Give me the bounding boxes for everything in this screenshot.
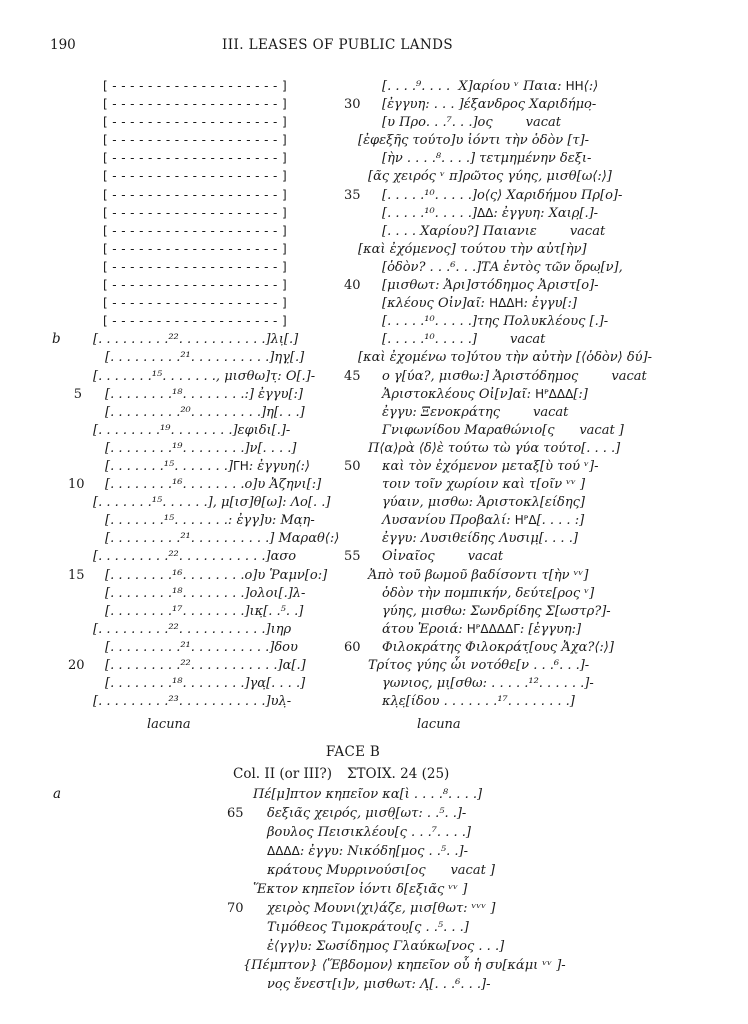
lost-line-text: [-------------------] <box>103 79 292 93</box>
text-line <box>344 494 734 512</box>
line-text: ΔΔΔΔ: ἐγγυ: Νικόδη[μος . .⁵. .]- <box>267 844 468 859</box>
text-line <box>344 386 734 404</box>
line-text: γύαιν, μισθω: Ἀριστοκλ[είδης] <box>382 495 585 511</box>
line-number: 40 <box>344 278 361 294</box>
line-number: 30 <box>344 97 361 113</box>
line-text: [. . . . . . . .¹⁶. . . . . . . .ο]υ Ἀζηνι[:] <box>105 477 322 493</box>
line-text: [. . . . . . . .¹⁸. . . . . . . .]ολοι[.]λ- <box>105 585 306 601</box>
line-text: γωνιος, μι̣[σθω: . . . . .¹². . . . . .]- <box>382 676 594 692</box>
text-line <box>344 223 734 241</box>
line-text: [. . . . . . .¹⁵. . . . . . ., μισθω]τ̣: Ο[.]- <box>93 368 316 384</box>
lacuna-label: lacuna <box>417 717 461 733</box>
text-line <box>50 548 340 566</box>
text-line <box>344 349 734 367</box>
line-text: {Πέμπτον} ⟨Ἕβδομον⟩ κηπεῖον οὗ ἡ συ[κάμι ᵛᵛ ]- <box>243 958 566 973</box>
lost-line <box>50 223 340 241</box>
line-text: [. . . . . . . . .²². . . . . . . . . . .]α[.] <box>105 658 306 673</box>
text-line <box>344 585 734 603</box>
text-line <box>344 313 734 331</box>
lost-line <box>50 205 340 223</box>
fragment-label: a <box>53 786 62 802</box>
right-column <box>344 78 734 732</box>
text-line <box>50 567 340 585</box>
line-text: [. . . . .¹⁰. . . . .]ο⟨ς⟩ Χαριδήμου Πρ[ο]- <box>382 187 623 203</box>
line-text: [. . . . . . . . .²². . . . . . . . . . .]λι̣[.] <box>93 332 299 348</box>
text-line <box>344 512 734 530</box>
lost-line <box>50 132 340 150</box>
lost-line-text: [-------------------] <box>103 187 292 202</box>
line-text: [ὴν . . . .⁸. . . .] τετμημένην δεξι- <box>382 151 592 167</box>
text-line <box>344 187 734 205</box>
acrophonic-numeral: ΗΔΔΗ <box>489 296 524 311</box>
text-line <box>50 404 340 422</box>
text-line <box>344 567 734 585</box>
line-text: Λυσανίου Προβαλί: ΗᴾΔ[. . . . :] <box>382 513 585 529</box>
acrophonic-numeral: ΓΗ <box>233 458 249 473</box>
line-text: [. . . .⁹. . . . Χ]αρίου ᵛ Παια: ΗΗ⟨:⟩ <box>382 79 599 94</box>
line-text: ἐγγυ: Λυσιθείδης Λυσιμ̣[. . . .] <box>382 531 578 547</box>
text-line <box>50 476 340 494</box>
line-text: [. . . . . . . .¹⁸. . . . . . . .]γα̣[. . . .] <box>105 676 306 692</box>
lost-line-text: [-------------------] <box>103 133 292 148</box>
text-line <box>344 639 734 657</box>
text-line <box>344 603 734 621</box>
text-line <box>344 132 734 150</box>
text-line <box>344 241 734 259</box>
text-line <box>227 976 727 995</box>
lost-line <box>50 259 340 277</box>
lost-line-text: [-------------------] <box>103 115 292 130</box>
line-text: ἐγγυ: Ξενοκράτης vacat <box>382 404 569 420</box>
lacuna-label: lacuna <box>147 717 191 733</box>
line-text: [. . . . . . . . .²¹. . . . . . . . . .] Μαραθ⟨:⟩ <box>105 531 340 547</box>
line-text: [. . . . . . .¹⁵. . . . . . .: ἐγγ]υ: Μα̣η- <box>105 513 315 529</box>
line-text: ο γ[ύα?, μισθω:] Ἀριστόδημος vacat <box>382 368 647 384</box>
lost-line-text: [-------------------] <box>103 278 292 293</box>
text-line <box>50 603 340 621</box>
line-number: 60 <box>344 639 361 655</box>
text-line <box>344 657 734 675</box>
line-text: Τιμόθεος Τιμοκράτου̣[ς . .⁵. . .] <box>267 920 469 935</box>
lost-line-text: [-------------------] <box>103 151 292 166</box>
text-line <box>344 78 734 96</box>
text-line <box>344 476 734 494</box>
page-number: 190 <box>50 37 76 53</box>
text-line <box>227 900 727 919</box>
line-text: καὶ τὸν ἐχόμενον μεταξ[ὺ τού ᵛ]- <box>382 458 599 474</box>
text-line <box>344 150 734 168</box>
face-b-stoichedon-label: ΣΤΟΙΧ. 24 (25) <box>347 766 450 782</box>
acrophonic-numeral: ΗᴾΔΔΔ <box>535 386 574 401</box>
text-line <box>227 843 727 862</box>
line-text: [. . . . .¹⁰. . . . .] vacat <box>382 332 546 348</box>
line-text: [. . . . . . . . .²². . . . . . . . . . .]ασο <box>93 549 297 565</box>
line-text: [. . . . . . .¹⁵. . . . . . .]ΓΗ: ἐγγυη⟨:⟩ <box>105 458 310 474</box>
line-text: Ἀπὸ τοῦ βωμοῦ βαδίσοντι τ[ὴν ᵛᵛ] <box>368 567 589 583</box>
line-text: [. . . . . . . . .²¹. . . . . . . . . .]η̣γ̣[.] <box>105 350 305 366</box>
lost-line <box>50 78 340 96</box>
text-line <box>50 693 340 711</box>
lost-line <box>50 187 340 205</box>
text-line <box>50 639 340 657</box>
line-text: άτου Ἐροιά: ΗᴾΔΔΔΔΓ: [ἐγγυη:] <box>382 621 582 637</box>
text-line <box>344 259 734 277</box>
line-text: τοιν τοῖν χωρίοιν καὶ τ[οῖν ᵛᵛ ] <box>382 477 586 493</box>
acrophonic-numeral: ΗᴾΔ <box>514 513 537 528</box>
line-text: Οἰναῖος vacat <box>382 549 504 565</box>
left-column <box>50 78 340 732</box>
face-b-column <box>53 786 727 995</box>
acrophonic-numeral: ΔΔ <box>476 205 494 220</box>
line-text: [. . . . .¹⁰. . . . .]της Πολυκλέους [.]- <box>382 314 609 330</box>
text-line <box>344 548 734 566</box>
text-line <box>344 675 734 693</box>
line-text: [καὶ ἐχόμενος] τούτου τὴν αὐτ[ὴν] <box>358 241 587 257</box>
text-line <box>227 938 727 957</box>
lost-line <box>50 241 340 259</box>
line-number: 70 <box>227 901 244 916</box>
line-text: [ᾶς χειρός ᵛ π]ρῶτος γύης, μισθ[ω⟨:⟩] <box>368 169 612 185</box>
line-text: ὁδὸν τὴν πομπικήν, δεύτε[ρος ᵛ] <box>382 585 595 601</box>
line-text: ἐ⟨γγ⟩υ: Σωσίδημος Γλαύκω[νος . . .] <box>267 939 505 954</box>
text-line <box>344 168 734 186</box>
line-text: [. . . . .¹⁰. . . . .]ΔΔ: ἐγγυη: Χαιρ̣[.]- <box>382 205 599 221</box>
text-line <box>50 512 340 530</box>
line-number: 65 <box>227 806 244 821</box>
line-number: 10 <box>68 477 85 493</box>
line-text: [. . . . . . . . .²³. . . . . . . . . . .]υλ̣- <box>93 694 292 710</box>
line-text: [. . . . . . . .¹⁷. . . . . . . .]ικ̣[. .⁵. .] <box>105 603 304 619</box>
line-text: [κλέους Οἰν]αῖ: ΗΔΔΗ: ἐγγυ[:] <box>382 296 578 312</box>
running-head: III. LEASES OF PUBLIC LANDS <box>222 37 453 53</box>
line-number: 5 <box>73 386 82 402</box>
text-line <box>227 881 727 900</box>
line-text: κλ̣ε̣[ίδου . . . . . . .¹⁷. . . . . . . .] <box>382 694 575 710</box>
line-text: [. . . . Χαρίου?] Παιανιε vacat <box>382 223 606 239</box>
acrophonic-numeral: ΗΗ <box>565 79 584 93</box>
text-line <box>50 331 340 349</box>
lost-line-text: [-------------------] <box>103 296 292 311</box>
text-line <box>344 205 734 223</box>
line-text: χειρὸς Μουνι⟨χι⟩άζε, μισ[θωτ: ᵛᵛᵛ ] <box>267 901 496 916</box>
text-line <box>50 458 340 476</box>
line-text: Τρίτος γύης ὧι νοτόθε[ν . . .⁶. . .]- <box>368 658 590 673</box>
line-text: Ἀριστοκλέους Οἰ[ν]αῖ: ΗᴾΔΔΔ[:] <box>382 386 588 402</box>
text-line <box>50 440 340 458</box>
text-line <box>50 675 340 693</box>
lost-line <box>50 168 340 186</box>
text-line <box>344 693 734 711</box>
text-line <box>227 957 727 976</box>
text-line <box>344 621 734 639</box>
line-text: [υ Προ. . .⁷. . .]ος vacat <box>382 115 562 131</box>
text-line <box>344 331 734 349</box>
text-line <box>53 786 727 805</box>
line-text: κράτους Μυρρινούσι[ος vacat ] <box>267 863 496 878</box>
line-text: νο̣ς ἔνεστ[ι]ν, μισθωτ: Λ̣[. . .⁶. . .]- <box>267 977 491 992</box>
lost-line-text: [-------------------] <box>103 223 292 238</box>
lost-line <box>50 277 340 295</box>
text-line <box>50 585 340 603</box>
line-number: 15 <box>68 567 85 583</box>
text-line <box>344 368 734 386</box>
line-text: βουλος Πεισικλέου[ς . . .⁷. . . .] <box>267 825 471 840</box>
line-text: [. . . . . . . . .²¹. . . . . . . . . .]δου <box>105 639 298 655</box>
acrophonic-numeral: ΗᴾΔΔΔΔΓ <box>466 621 520 636</box>
text-line <box>344 277 734 295</box>
text-line <box>227 824 727 843</box>
text-line <box>227 862 727 881</box>
lost-line-text: [-------------------] <box>103 169 292 184</box>
line-number: 55 <box>344 549 361 565</box>
line-text: [. . . . . . . .¹⁹. . . . . . . .]εφιδι[.]- <box>93 422 291 438</box>
line-text: Φιλοκράτης Φιλοκράτ̣[ους Ἀχα?⟨:⟩] <box>382 639 614 655</box>
lost-line-text: [-------------------] <box>103 314 292 329</box>
line-text: [. . . . . . . .¹⁹. . . . . . . .]ν[. . . .] <box>105 440 297 456</box>
text-line <box>344 96 734 114</box>
text-line <box>50 368 340 386</box>
line-text: [. . . . . . . . .²⁰. . . . . . . . .]η[. . .] <box>105 404 305 420</box>
lost-line-text: [-------------------] <box>103 259 292 274</box>
line-text: [ὁδὸν? . . .⁶. . .]ΤΑ ἐντὸς τῶν ὅρω̣[ν], <box>382 259 623 275</box>
lost-line <box>50 150 340 168</box>
lost-line <box>50 96 340 114</box>
text-line <box>344 440 734 458</box>
line-text: [. . . . . . . .¹⁸. . . . . . . .:] ἐγγυ[:] <box>105 386 303 402</box>
line-number: 35 <box>344 187 361 203</box>
text-line <box>50 422 340 440</box>
text-line <box>344 404 734 422</box>
text-line <box>50 657 340 675</box>
face-b-column-label: Col. II (or III?) <box>233 766 332 782</box>
line-text: [. . . . . . .¹⁵. . . . . .], μ[ισ]θ[ω]: Λο[. .] <box>93 495 331 511</box>
lost-line-text: [-------------------] <box>103 97 292 112</box>
text-line <box>344 530 734 548</box>
text-line <box>50 386 340 404</box>
lost-line <box>50 313 340 331</box>
text-line <box>50 530 340 548</box>
line-text: [καὶ ἐχομένω το]ύτου τὴν αὐτὴ̣ν [⟨ὁδὸν⟩ δύ]- <box>358 350 653 366</box>
text-line <box>50 349 340 367</box>
line-text: Πέ[μ]πτον κηπεῖον κα[ὶ . . . .⁸. . . .] <box>253 787 483 802</box>
text-line <box>344 422 734 440</box>
lost-line <box>50 295 340 313</box>
text-line <box>227 919 727 938</box>
text-line <box>344 114 734 132</box>
line-text: [μισθωτ: Ἀρι]στόδημος Ἀριστ[ο]- <box>382 278 599 294</box>
line-text: Γνιφωνίδου Μαραθώνιο[ς vacat ] <box>382 422 624 438</box>
line-text: [. . . . . . . .¹⁶. . . . . . . .ο]υ Ῥαμν[ο:] <box>105 567 328 583</box>
line-text: [. . . . . . . . .²². . . . . . . . . . .]ιη̣ρ <box>93 621 292 637</box>
line-text: Π⟨α⟩ρὰ ⟨δ⟩ὲ τούτω τὼ γύα τούτο[. . . .] <box>368 440 621 456</box>
lost-line-text: [-------------------] <box>103 205 292 220</box>
face-b-heading: FACE B <box>325 744 381 760</box>
acrophonic-numeral: ΔΔΔΔ <box>267 844 300 858</box>
text-line <box>227 805 727 824</box>
lost-line-text: [-------------------] <box>103 241 292 256</box>
line-text: [ἐγγυη: . . . ]έξανδρος Χαριδήμο̣- <box>382 97 597 113</box>
lost-line <box>50 114 340 132</box>
line-text: δεξιᾶς χειρός, μισθ̣[ωτ: . .⁵. .]- <box>267 806 467 821</box>
line-number: 20 <box>68 658 85 673</box>
text-line <box>344 295 734 313</box>
fragment-label: b <box>52 331 61 348</box>
line-text: [ἐφεξῆς τούτο]υ ἰόντι τὴν ὁδὸν [τ]- <box>358 133 590 149</box>
text-line <box>50 494 340 512</box>
text-line <box>344 458 734 476</box>
line-text: Ἕκτον κηπεῖον ἰόντι δ[εξιᾶς ᵛᵛ ] <box>253 882 468 897</box>
line-number: 45 <box>344 368 361 384</box>
line-number: 50 <box>344 458 361 474</box>
line-text: γύης, μισθω: Σωνδρίδης Σ[ωστρ?]- <box>382 603 611 619</box>
text-line <box>50 621 340 639</box>
